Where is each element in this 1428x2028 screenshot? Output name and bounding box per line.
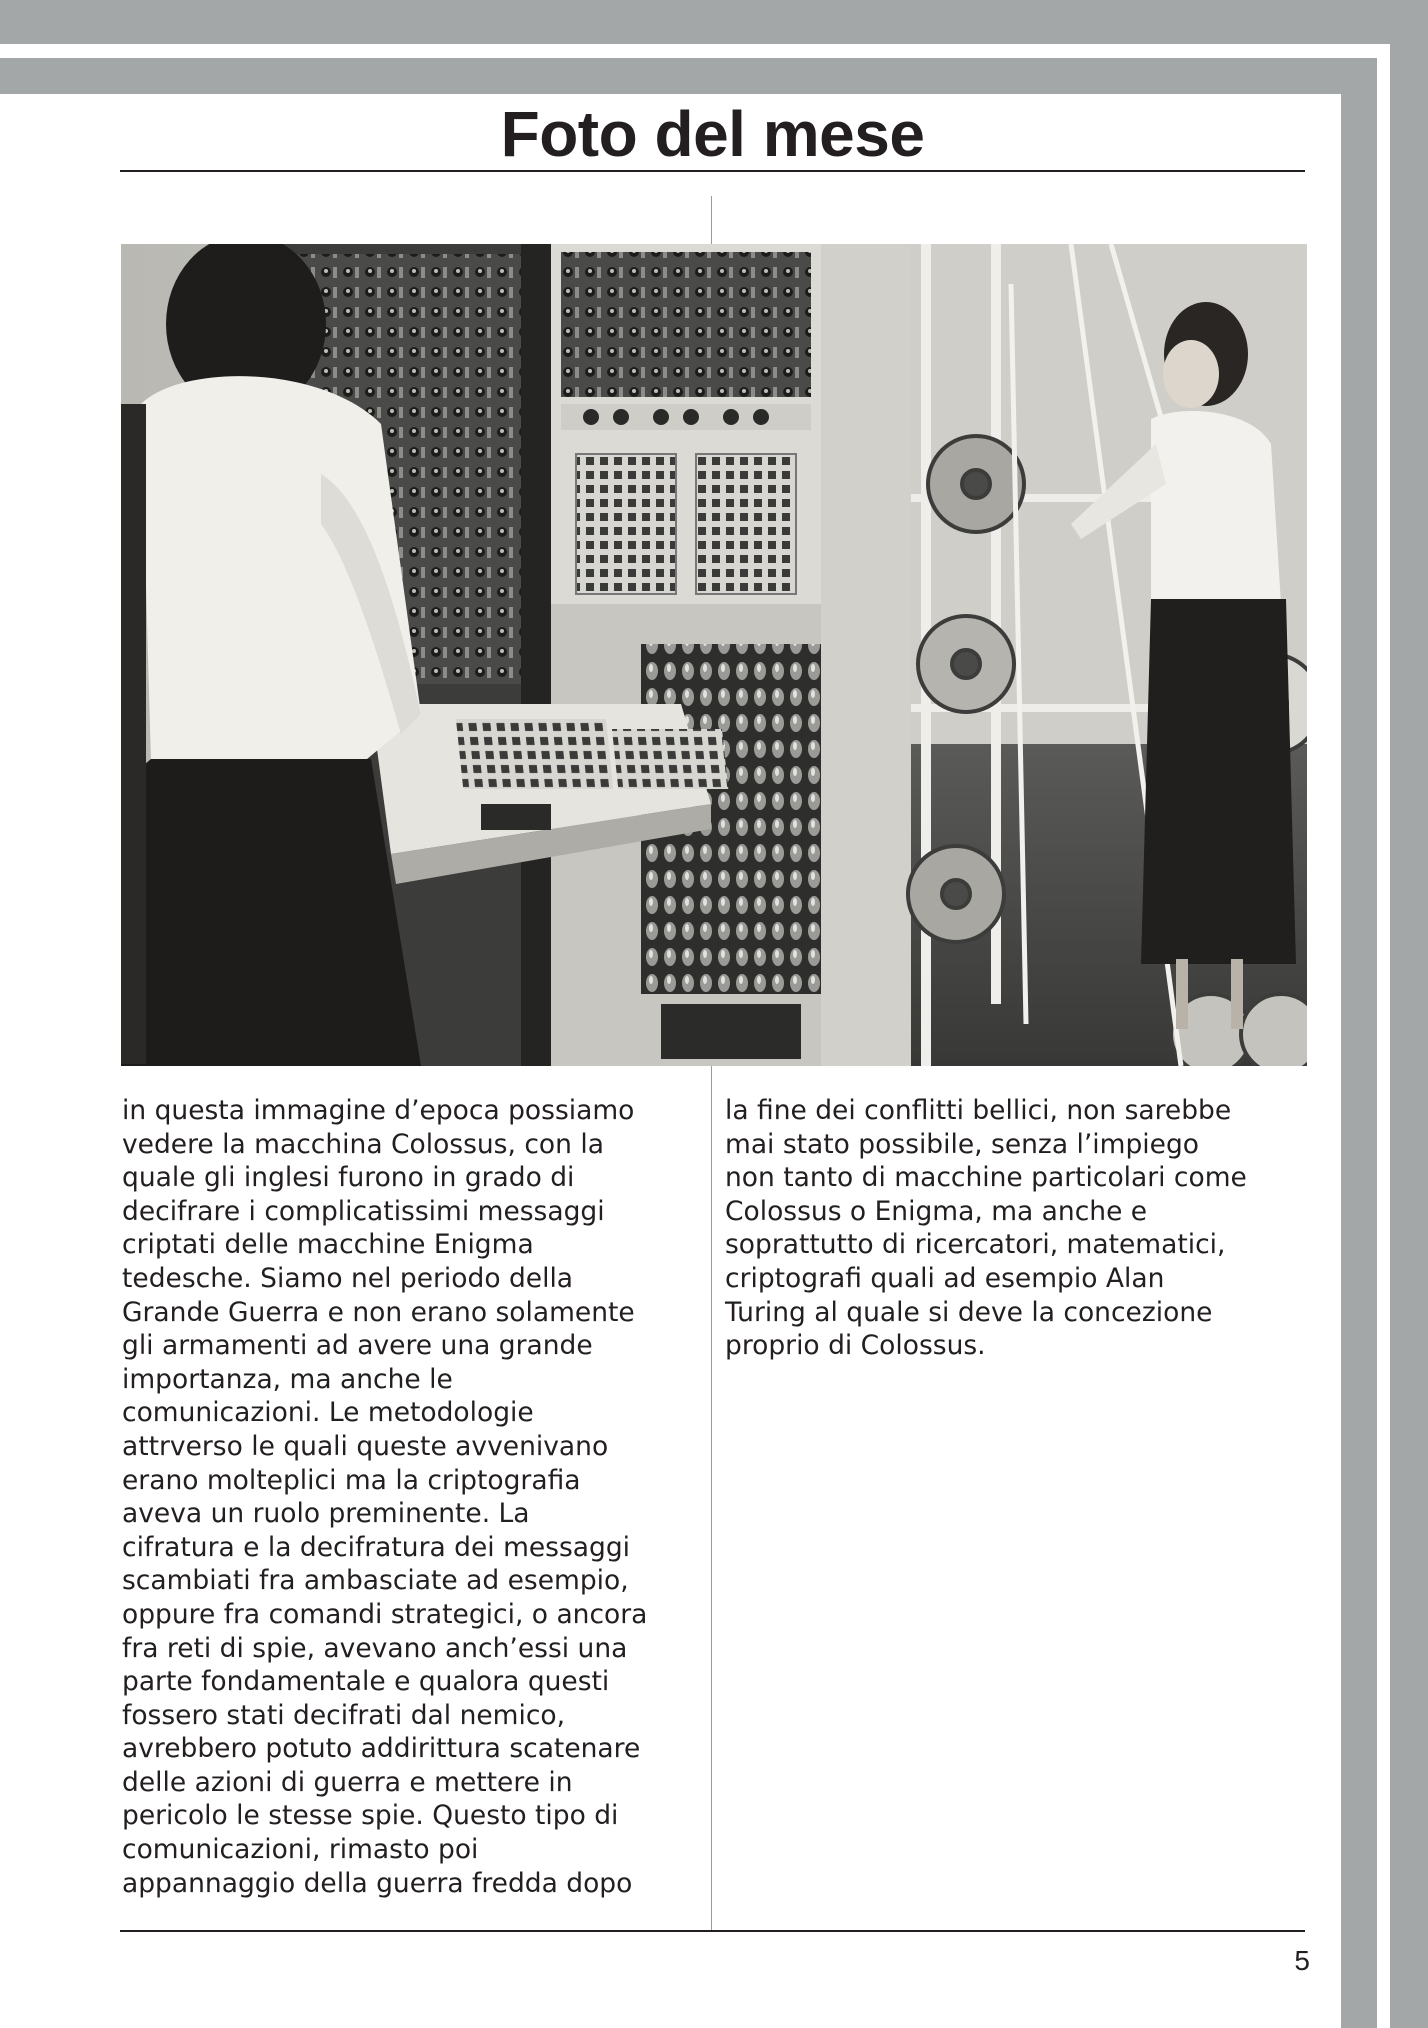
frame-top-outer-band	[0, 0, 1428, 44]
text-line: quale gli inglesi furono in grado di	[122, 1162, 575, 1194]
page-number: 5	[1294, 1945, 1310, 1976]
text-line: cifratura e la decifratura dei messaggi	[122, 1531, 631, 1563]
text-line: criptati delle macchine Enigma	[122, 1229, 534, 1261]
text-line: appannaggio della guerra fredda dopo	[122, 1867, 633, 1899]
frame-right-gap	[1377, 44, 1390, 2028]
text-line: scambiati fra ambasciate ad esempio,	[122, 1565, 629, 1597]
text-line: pericolo le stesse spie. Questo tipo di	[122, 1800, 619, 1832]
text-line: parte fondamentale e qualora questi	[122, 1666, 610, 1698]
text-line: avrebbero potuto addirittura scatenare	[122, 1733, 641, 1765]
text-line: comunicazioni, rimasto poi	[122, 1834, 479, 1866]
text-line: importanza, ma anche le	[122, 1363, 453, 1395]
text-line: erano molteplici ma la criptografia	[122, 1464, 581, 1496]
text-line: Turing al quale si deve la concezione	[725, 1296, 1213, 1328]
title-rule	[120, 170, 1305, 172]
text-line: proprio di Colossus.	[725, 1330, 986, 1362]
text-line: attrverso le quali queste avvenivano	[122, 1430, 609, 1462]
text-line: mai stato possibile, senza l’impiego	[725, 1128, 1199, 1160]
text-line: Grande Guerra e non erano solamente	[122, 1296, 635, 1328]
frame-top-gap	[0, 44, 1428, 58]
article-column-right	[725, 1094, 1315, 1363]
text-line: Colossus o Enigma, ma anche e	[725, 1195, 1148, 1227]
bottom-rule	[120, 1930, 1305, 1932]
colossus-photo	[121, 244, 1307, 1066]
article-column-left	[122, 1094, 697, 1900]
text-line: delle azioni di guerra e mettere in	[122, 1766, 573, 1798]
text-line: comunicazioni. Le metodologie	[122, 1397, 534, 1429]
text-line: decifrare i complicatissimi messaggi	[122, 1195, 605, 1227]
photo-illustration	[121, 244, 1307, 1066]
text-line: aveva un ruolo preminente. La	[122, 1498, 530, 1530]
text-line: soprattutto di ricercatori, matematici,	[725, 1229, 1226, 1261]
page-title: Foto del mese	[500, 98, 925, 170]
text-line: oppure fra comandi strategici, o ancora	[122, 1598, 648, 1630]
frame-right-outer-band	[1390, 44, 1428, 2028]
text-line: criptografi quali ad esempio Alan	[725, 1262, 1165, 1294]
frame-right-inner-band	[1341, 58, 1377, 2028]
text-line: fossero stati decifrati dal nemico,	[122, 1699, 566, 1731]
text-line: in questa immagine d’epoca possiamo	[122, 1095, 635, 1126]
frame-top-inner-band	[0, 58, 1377, 94]
text-line: la fine dei conflitti bellici, non sarebbe	[725, 1095, 1232, 1126]
text-line: non tanto di macchine particolari come	[725, 1162, 1247, 1194]
text-line: tedesche. Siamo nel periodo della	[122, 1262, 574, 1294]
text-line: vedere la macchina Colossus, con la	[122, 1128, 604, 1160]
text-line: gli armamenti ad avere una grande	[122, 1330, 593, 1362]
text-line: fra reti di spie, avevano anch’essi una	[122, 1632, 628, 1664]
